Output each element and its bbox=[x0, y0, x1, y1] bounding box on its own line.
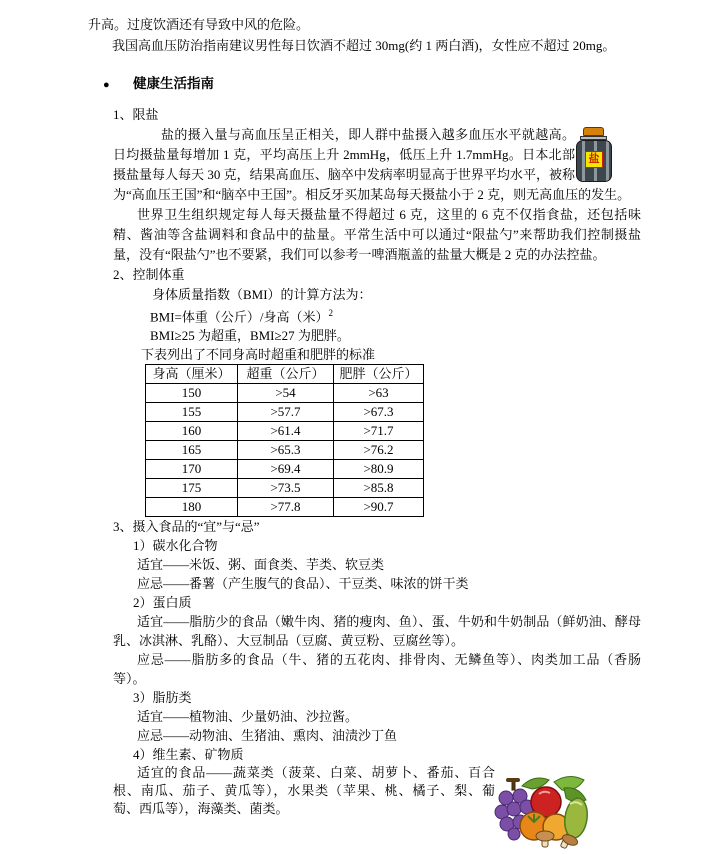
table-row bbox=[146, 498, 424, 517]
food-section-title: 3、摄入食品的“宜”与“忌” bbox=[113, 519, 260, 535]
protein-avoid-paragraph: 应忌——脂肪多的食品（牛、猪的五花肉、排骨肉、无鳞鱼等）、肉类加工品（香肠等）。 bbox=[113, 652, 641, 687]
table-cell: >85.8 bbox=[334, 479, 424, 498]
bmi-formula-superscript: 2 bbox=[328, 308, 334, 318]
table-cell: 150 bbox=[146, 384, 238, 403]
table-row bbox=[146, 422, 424, 441]
table-cell: >57.7 bbox=[238, 403, 334, 422]
table-cell: >63 bbox=[334, 384, 424, 403]
table-cell: 155 bbox=[146, 403, 238, 422]
salt-paragraph-2: 世界卫生组织规定每人每天摄盐量不得超过 6 克，这里的 6 克不仅指食盐，还包括味精、酱油等含盐调料和食品中的盐量。平常生活中可以通过“限盐勺”来帮助我们控制摄盐量，没有“限盐勺”也不要紧，我们可以参考一啤酒瓶盖的盐量大概是 2 克的办法控盐。 bbox=[113, 207, 641, 262]
table-cell: >61.4 bbox=[238, 422, 334, 441]
table-cell: 160 bbox=[146, 422, 238, 441]
intro-paragraph-line: 升高。过度饮酒还有导致中风的危险。 bbox=[88, 17, 310, 32]
food-subheading-vitamins: 4）维生素、矿物质 bbox=[133, 747, 244, 763]
table-cell: 180 bbox=[146, 498, 238, 517]
table-header-cell: 超重（公斤） bbox=[238, 365, 334, 384]
table-cell: >73.5 bbox=[238, 479, 334, 498]
carbs-suitable-line: 适宜——米饭、粥、面食类、芋类、软豆类 bbox=[137, 557, 385, 573]
salt-section-body bbox=[113, 125, 641, 265]
bmi-formula-base: BMI=体重（公斤）/身高（米） bbox=[150, 309, 329, 325]
weight-section-title: 2、控制体重 bbox=[113, 267, 185, 282]
intro-paragraph-line: 我国高血压防治指南建议男性每日饮酒不超过 30mg(约 1 两白酒)，女性应不超过 20mg。 bbox=[112, 38, 616, 53]
fruits-vegetables-image bbox=[494, 772, 592, 850]
salt-jar-label: 盐 bbox=[585, 151, 603, 168]
carbs-avoid-line: 应忌——番薯（产生腹气的食品）、干豆类、味浓的饼干类 bbox=[137, 576, 469, 592]
salt-jar-cap bbox=[583, 127, 604, 136]
table-row bbox=[146, 479, 424, 498]
section-heading-title: 健康生活指南 bbox=[133, 76, 214, 91]
table-row bbox=[146, 403, 424, 422]
fat-suitable-line: 适宜——植物油、少量奶油、沙拉酱。 bbox=[137, 709, 359, 725]
bmi-table-caption: 下表列出了不同身高时超重和肥胖的标准 bbox=[141, 347, 376, 363]
protein-suitable-paragraph: 适宜——脂肪少的食品（嫩牛肉、猪的瘦肉、鱼）、蛋、牛奶和牛奶制品（鲜奶油、酵母乳、冰淇淋、乳酪）、大豆制品（豆腐、黄豆粉、豆腐丝等）。 bbox=[113, 614, 641, 649]
bmi-table bbox=[145, 364, 424, 517]
fat-avoid-line: 应忌——动物油、生猪油、熏肉、油渍沙丁鱼 bbox=[137, 728, 398, 744]
table-cell: >69.4 bbox=[238, 460, 334, 479]
salt-paragraph-1: 盐的摄入量与高血压呈正相关，即人群中盐摄入越多血压水平就越高。日均摄盐量每增加 1 克，平均高压上升 2mmHg，低压上升 1.7mmHg。日本北部摄盐量每人每天 30 克，结果高血压、脑卒中发病率明显高于世界平均水平，被称为“高血压王国”和“脑卒中王国”。相反牙买加某岛每天摄盐小于 2 克，则无高血压的发生。 bbox=[113, 127, 631, 202]
bmi-formula-line bbox=[150, 304, 715, 326]
table-cell: >67.3 bbox=[334, 403, 424, 422]
section-heading bbox=[103, 74, 715, 95]
table-cell: >77.8 bbox=[238, 498, 334, 517]
salt-jar-image bbox=[575, 127, 641, 185]
table-row bbox=[146, 384, 424, 403]
table-cell: >80.9 bbox=[334, 460, 424, 479]
table-row bbox=[146, 460, 424, 479]
bmi-method-line: 身体质量指数（BMI）的计算方法为： bbox=[152, 287, 372, 302]
food-subheading-fat: 3）脂肪类 bbox=[133, 690, 192, 706]
table-row bbox=[146, 441, 424, 460]
food-subheading-carbs: 1）碳水化合物 bbox=[133, 538, 218, 554]
fruits-vegetables-image bbox=[494, 772, 592, 850]
table-cell: >71.7 bbox=[334, 422, 424, 441]
table-cell: 170 bbox=[146, 460, 238, 479]
vitamins-suitable-paragraph: 适宜的食品——蔬菜类（菠菜、白菜、胡萝卜、番茄、百合根、南瓜、茄子、黄瓜等），水果类（苹果、桃、橘子、梨、葡萄、西瓜等），海藻类、菌类。 bbox=[113, 765, 495, 817]
table-cell: 175 bbox=[146, 479, 238, 498]
table-header-cell: 身高（厘米） bbox=[146, 365, 238, 384]
salt-jar-image bbox=[575, 127, 613, 183]
bmi-threshold-line: BMI≥25 为超重，BMI≥27 为肥胖。 bbox=[150, 328, 350, 344]
table-cell: >65.3 bbox=[238, 441, 334, 460]
table-cell: 165 bbox=[146, 441, 238, 460]
table-cell: >54 bbox=[238, 384, 334, 403]
table-cell: >90.7 bbox=[334, 498, 424, 517]
bullet-icon: ● bbox=[103, 79, 110, 91]
salt-section-title: 1、限盐 bbox=[113, 107, 159, 122]
table-header-cell: 肥胖（公斤） bbox=[334, 365, 424, 384]
table-header-row bbox=[146, 365, 424, 384]
table-cell: >76.2 bbox=[334, 441, 424, 460]
food-subheading-protein: 2）蛋白质 bbox=[133, 595, 192, 611]
